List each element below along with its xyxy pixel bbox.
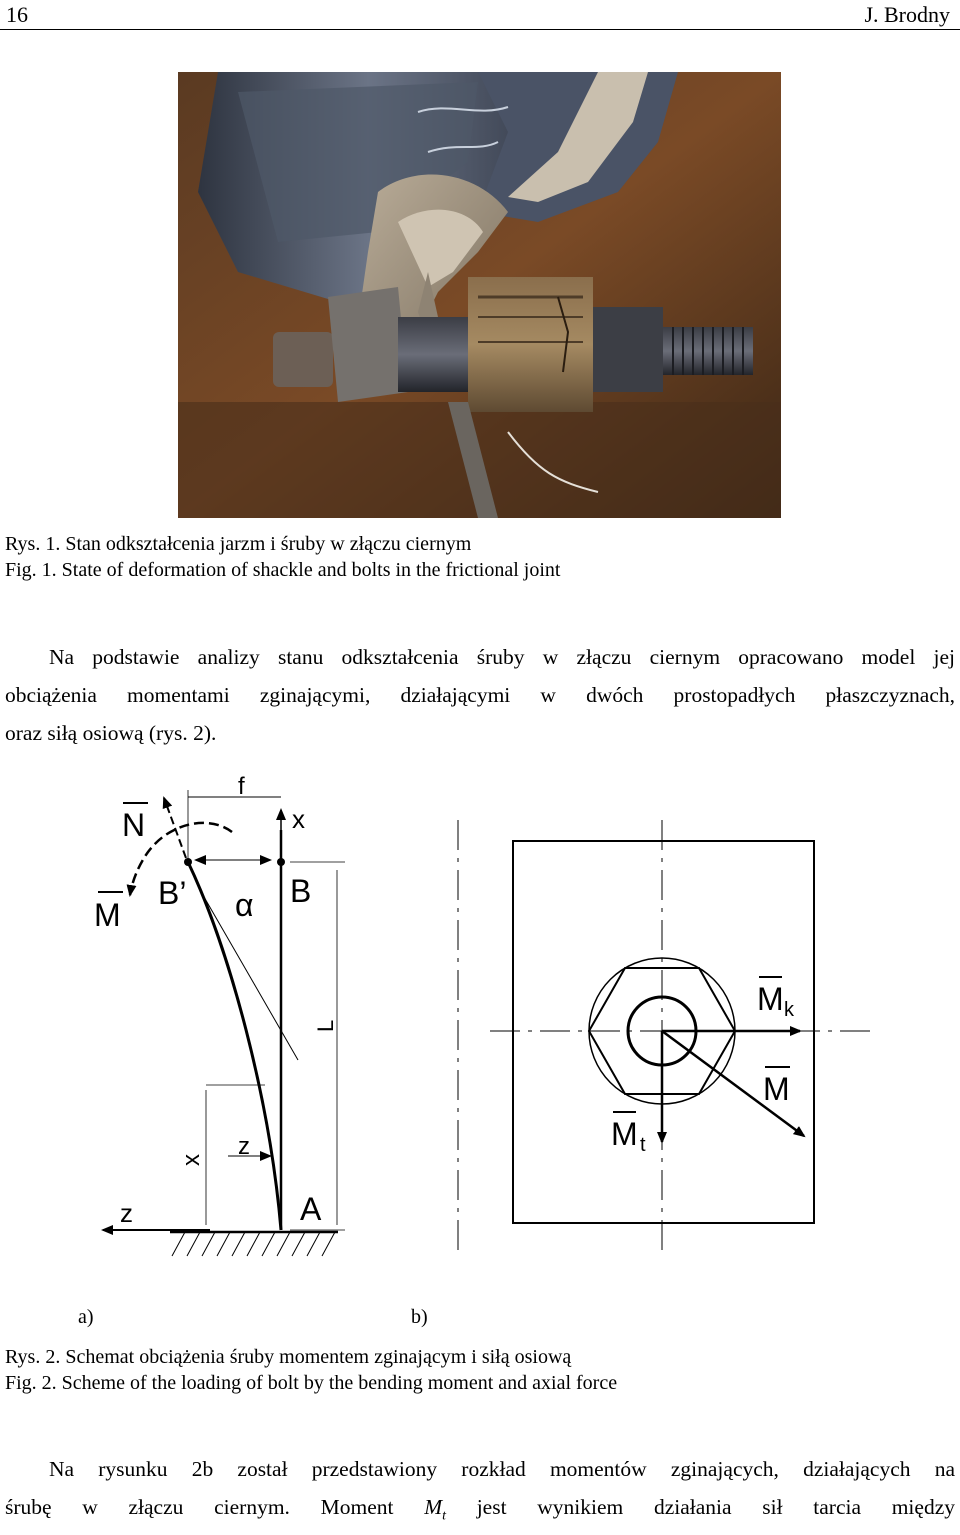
- paragraph-2-line-2: śrubę w złączu ciernym. Moment $M_t$ jest wynikiem działania sił tarcia między: [5, 1495, 955, 1524]
- axial-force-arrow: [164, 798, 186, 858]
- label-mt: M: [611, 1116, 638, 1152]
- diagram-a: [94, 773, 345, 1256]
- label-mk: M: [757, 981, 784, 1017]
- label-m: M: [94, 897, 121, 933]
- paragraph-1: [5, 638, 955, 752]
- label-l: L: [313, 1019, 338, 1032]
- label-z-mid: z: [238, 1133, 250, 1160]
- running-author: J. Brodny: [864, 2, 950, 27]
- subfigure-label-a: a): [78, 1306, 94, 1328]
- label-m-b: M: [763, 1071, 790, 1107]
- symbol-m: M: [424, 1495, 443, 1519]
- figure-1-caption-en: Fig. 1. State of deformation of shackle and bolts in the frictional joint: [5, 559, 561, 581]
- paragraph-1-line-3: oraz siłą osiową (rys. 2).: [5, 721, 217, 745]
- point-b: [277, 858, 285, 866]
- symbol-m-subscript: t: [442, 1508, 446, 1524]
- label-x-top: x: [292, 804, 305, 834]
- subfigure-label-b: b): [411, 1306, 428, 1328]
- paragraph-2-line-1: Na rysunku 2b został przedstawiony rozkład momentów zginających, działających na: [49, 1457, 955, 1481]
- label-b-prime: B’: [158, 875, 187, 911]
- paragraph-1-line-2: obciążenia momentami zginającymi, działającymi w dwóch prostopadłych płaszczyznach,: [5, 683, 955, 707]
- label-a: A: [300, 1191, 322, 1227]
- figure-1-photo: [178, 72, 781, 518]
- header-rule: [0, 29, 960, 30]
- figure-2-caption-en: Fig. 2. Scheme of the loading of bolt by the bending moment and axial force: [5, 1372, 618, 1394]
- label-x-side: x: [178, 1154, 205, 1166]
- figure-2-diagram: [0, 770, 960, 1270]
- label-b: B: [290, 873, 312, 909]
- diagram-b: [458, 820, 870, 1255]
- label-f: f: [238, 773, 245, 800]
- label-mk-sub: k: [784, 999, 794, 1021]
- label-z-bottom: z: [120, 1198, 133, 1228]
- label-mt-sub: t: [640, 1134, 646, 1156]
- figure-2-caption-pl: Rys. 2. Schemat obciążenia śruby momentem zginającym i siłą osiową: [5, 1346, 572, 1368]
- label-n: N: [122, 807, 146, 843]
- figure-1-caption-pl: Rys. 1. Stan odkształcenia jarzm i śruby w złączu ciernym: [5, 533, 472, 555]
- paragraph-2: [5, 1450, 955, 1526]
- paragraph-1-line-1: Na podstawie analizy stanu odkształcenia śruby w złączu ciernym opracowano model jej: [49, 645, 955, 669]
- label-alpha: α: [235, 887, 254, 923]
- page-number: 16: [6, 2, 28, 27]
